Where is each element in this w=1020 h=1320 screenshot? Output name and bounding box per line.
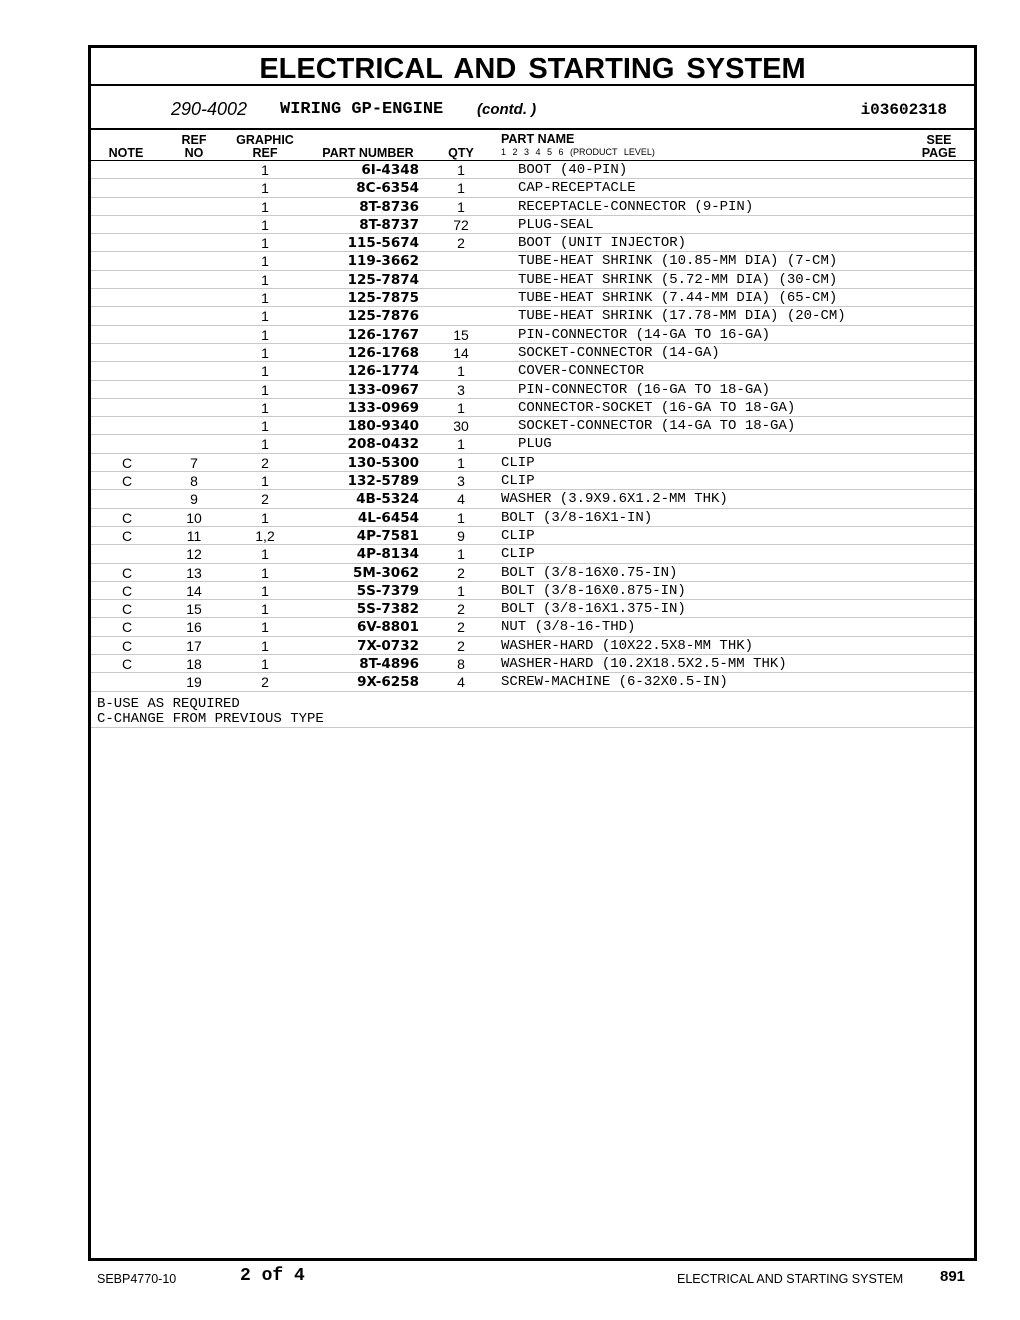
row-graphic-ref: 1 [261, 473, 269, 490]
row-qty: 2 [457, 564, 465, 581]
row-graphic-ref: 1,2 [255, 527, 275, 544]
row-graphic-ref: 1 [261, 162, 269, 178]
row-part-name: PLUG-SEAL [518, 216, 594, 233]
row-part-name: PLUG [518, 436, 552, 453]
row-graphic-ref: 1 [261, 216, 269, 233]
row-part-number: 5S-7382 [356, 601, 419, 618]
row-graphic-ref: 1 [261, 509, 269, 526]
row-graphic-ref: 2 [261, 491, 269, 508]
row-qty: 14 [453, 344, 469, 361]
group-heading [91, 86, 974, 130]
header-product-levels: 1 2 3 4 5 6 (PRODUCT LEVEL) [501, 147, 655, 157]
row-part-name: WASHER-HARD (10.2X18.5X2.5-MM THK) [501, 656, 787, 673]
row-graphic-ref: 1 [261, 253, 269, 270]
row-graphic-ref: 1 [261, 564, 269, 581]
row-part-number: 4L-6454 [357, 509, 419, 526]
row-part-name: WASHER (3.9X9.6X1.2-MM THK) [501, 491, 728, 508]
row-qty: 2 [457, 601, 465, 618]
table-row [91, 417, 974, 435]
table-row [91, 435, 974, 453]
group-name: WIRING GP-ENGINE [280, 100, 444, 119]
group-id: i03602318 [860, 101, 947, 119]
row-graphic-ref: 1 [261, 399, 269, 416]
table-row [91, 252, 974, 270]
row-part-name: CLIP [501, 473, 535, 490]
row-graphic-ref: 1 [261, 198, 269, 215]
row-qty: 1 [457, 399, 465, 416]
row-graphic-ref: 1 [261, 656, 269, 673]
row-note: C [121, 656, 133, 673]
page-footer [0, 1262, 1020, 1292]
header-see-top: SEE [926, 133, 952, 147]
table-row [91, 216, 974, 234]
footer-doc-number: SEBP4770-10 [97, 1272, 177, 1286]
row-qty: 8 [457, 656, 465, 673]
row-part-number: 5M-3062 [352, 564, 419, 581]
notes-block [91, 697, 974, 728]
row-part-number: 208-0432 [347, 436, 419, 453]
row-ref-no: 18 [186, 656, 202, 673]
header-ref-bottom: NO [184, 146, 204, 160]
row-part-number: 4P-8134 [356, 546, 419, 563]
row-qty: 4 [457, 674, 465, 691]
row-part-name: BOLT (3/8-16X0.75-IN) [501, 564, 678, 581]
row-note: C [121, 454, 133, 471]
row-qty: 1 [457, 198, 465, 215]
footer-page-number: 891 [940, 1268, 966, 1285]
row-ref-no: 8 [190, 473, 198, 490]
header-graphic-bottom: REF [252, 146, 278, 160]
row-part-name: TUBE-HEAT SHRINK (5.72-MM DIA) (30-CM) [518, 271, 838, 288]
row-graphic-ref: 2 [261, 454, 269, 471]
header-qty: QTY [448, 146, 474, 160]
table-row [91, 179, 974, 197]
row-part-name: TUBE-HEAT SHRINK (10.85-MM DIA) (7-CM) [518, 253, 838, 270]
row-part-name: CLIP [501, 546, 535, 563]
table-row [91, 509, 974, 527]
row-part-number: 125-7875 [347, 290, 419, 307]
row-qty: 3 [457, 381, 465, 398]
row-part-name: BOLT (3/8-16X1.375-IN) [501, 601, 686, 618]
table-row [91, 399, 974, 417]
row-qty: 1 [457, 546, 465, 563]
row-part-number: 126-1768 [347, 344, 419, 361]
row-part-name: BOOT (40-PIN) [518, 162, 628, 178]
row-part-number: 8T-8737 [359, 216, 419, 233]
row-note: C [121, 473, 133, 490]
row-part-number: 133-0969 [347, 399, 419, 416]
row-qty: 15 [453, 326, 469, 343]
row-note: C [121, 564, 133, 581]
row-ref-no: 15 [186, 601, 202, 618]
row-ref-no: 7 [190, 454, 198, 471]
row-graphic-ref: 1 [261, 381, 269, 398]
table-row [91, 381, 974, 399]
table-row [91, 673, 974, 691]
table-row [91, 307, 974, 325]
row-qty: 1 [457, 509, 465, 526]
row-part-name: SCREW-MACHINE (6-32X0.5-IN) [501, 674, 728, 691]
page-frame [88, 45, 977, 1261]
table-row [91, 198, 974, 216]
row-graphic-ref: 1 [261, 436, 269, 453]
table-row [91, 271, 974, 289]
table-row [91, 490, 974, 508]
row-part-name: COVER-CONNECTOR [518, 363, 645, 380]
row-ref-no: 10 [186, 509, 202, 526]
row-graphic-ref: 1 [261, 290, 269, 307]
table-row [91, 637, 974, 655]
row-qty: 72 [453, 216, 469, 233]
row-note: C [121, 637, 133, 654]
row-part-number: 4B-5324 [356, 491, 419, 508]
row-ref-no: 16 [186, 619, 202, 636]
table-header [91, 130, 974, 161]
row-part-number: 130-5300 [347, 454, 419, 471]
header-note: NOTE [108, 146, 144, 160]
group-number: 290-4002 [171, 99, 248, 119]
table-row [91, 454, 974, 472]
row-graphic-ref: 1 [261, 326, 269, 343]
row-note: C [121, 527, 133, 544]
table-row [91, 161, 974, 179]
row-part-number: 126-1774 [347, 363, 419, 380]
row-qty: 1 [457, 582, 465, 599]
footer-section: ELECTRICAL AND STARTING SYSTEM [677, 1272, 904, 1286]
row-note: C [121, 601, 133, 618]
section-title: ELECTRICAL AND STARTING SYSTEM [91, 48, 974, 86]
row-ref-no: 19 [186, 674, 202, 691]
note-line: B-USE AS REQUIRED [97, 696, 240, 712]
row-graphic-ref: 1 [261, 363, 269, 380]
footer-page-of: 2 of 4 [240, 1266, 305, 1286]
row-qty: 4 [457, 491, 465, 508]
row-part-name: RECEPTACLE-CONNECTOR (9-PIN) [518, 198, 754, 215]
row-part-number: 133-0967 [347, 381, 419, 398]
row-part-number: 8T-8736 [359, 198, 419, 215]
row-graphic-ref: 1 [261, 582, 269, 599]
header-part-number: PART NUMBER [322, 146, 414, 160]
row-ref-no: 11 [186, 527, 202, 544]
row-note: C [121, 619, 133, 636]
row-part-name: BOLT (3/8-16X1-IN) [501, 509, 653, 526]
row-qty: 1 [457, 162, 465, 178]
header-graphic-top: GRAPHIC [236, 133, 294, 147]
row-part-name: TUBE-HEAT SHRINK (7.44-MM DIA) (65-CM) [518, 290, 838, 307]
row-part-number: 9X-6258 [357, 674, 419, 691]
table-row [91, 234, 974, 252]
note-line: C-CHANGE FROM PREVIOUS TYPE [97, 711, 324, 727]
row-part-name: NUT (3/8-16-THD) [501, 619, 636, 636]
row-note: C [121, 582, 133, 599]
row-graphic-ref: 1 [261, 271, 269, 288]
row-qty: 1 [457, 180, 465, 197]
row-part-number: 132-5789 [347, 473, 419, 490]
row-part-number: 125-7874 [347, 271, 419, 288]
table-row [91, 344, 974, 362]
row-ref-no: 12 [186, 546, 202, 563]
row-ref-no: 17 [186, 637, 202, 654]
row-part-name: WASHER-HARD (10X22.5X8-MM THK) [501, 637, 754, 654]
row-part-number: 125-7876 [347, 308, 419, 325]
row-part-number: 7X-0732 [357, 637, 419, 654]
row-graphic-ref: 2 [261, 674, 269, 691]
row-qty: 2 [457, 619, 465, 636]
row-part-name: BOOT (UNIT INJECTOR) [518, 235, 687, 252]
table-row [91, 655, 974, 673]
row-part-number: 126-1767 [347, 326, 419, 343]
row-qty: 2 [457, 637, 465, 654]
row-graphic-ref: 1 [261, 180, 269, 197]
row-qty: 1 [457, 436, 465, 453]
row-part-name: CONNECTOR-SOCKET (16-GA TO 18-GA) [518, 399, 796, 416]
row-qty: 30 [453, 418, 469, 435]
table-row [91, 564, 974, 582]
row-ref-no: 13 [186, 564, 202, 581]
parts-table [91, 161, 974, 692]
row-graphic-ref: 1 [261, 235, 269, 252]
row-part-number: 8C-6354 [356, 180, 419, 197]
row-graphic-ref: 1 [261, 308, 269, 325]
row-graphic-ref: 1 [261, 601, 269, 618]
row-part-number: 119-3662 [347, 253, 419, 270]
table-row [91, 527, 974, 545]
row-note: C [121, 509, 133, 526]
row-graphic-ref: 1 [261, 344, 269, 361]
row-part-name: PIN-CONNECTOR (16-GA TO 18-GA) [518, 381, 771, 398]
table-row [91, 600, 974, 618]
row-part-name: SOCKET-CONNECTOR (14-GA) [518, 344, 720, 361]
row-part-name: BOLT (3/8-16X0.875-IN) [501, 582, 686, 599]
row-graphic-ref: 1 [261, 546, 269, 563]
header-part-name: PART NAME [501, 132, 575, 146]
row-part-name: PIN-CONNECTOR (14-GA TO 16-GA) [518, 326, 771, 343]
row-qty: 3 [457, 473, 465, 490]
row-part-number: 6V-8801 [356, 619, 419, 636]
group-continued: (contd. ) [477, 101, 537, 118]
row-part-number: 180-9340 [347, 418, 419, 435]
row-part-number: 6I-4348 [361, 162, 419, 178]
row-ref-no: 9 [190, 491, 198, 508]
row-qty: 1 [457, 363, 465, 380]
row-part-name: SOCKET-CONNECTOR (14-GA TO 18-GA) [518, 418, 796, 435]
row-part-name: TUBE-HEAT SHRINK (17.78-MM DIA) (20-CM) [518, 308, 846, 325]
table-row [91, 362, 974, 380]
row-part-number: 8T-4896 [359, 656, 419, 673]
row-part-number: 4P-7581 [356, 527, 419, 544]
table-row [91, 582, 974, 600]
header-ref-top: REF [181, 133, 207, 147]
row-part-name: CLIP [501, 454, 535, 471]
table-row [91, 326, 974, 344]
row-graphic-ref: 1 [261, 619, 269, 636]
row-part-name: CLIP [501, 527, 535, 544]
row-qty: 9 [457, 527, 465, 544]
row-graphic-ref: 1 [261, 637, 269, 654]
row-qty: 2 [457, 235, 465, 252]
table-row [91, 472, 974, 490]
row-qty: 1 [457, 454, 465, 471]
table-row [91, 618, 974, 636]
row-part-number: 115-5674 [347, 235, 419, 252]
header-see-bottom: PAGE [921, 146, 957, 160]
row-graphic-ref: 1 [261, 418, 269, 435]
table-row [91, 289, 974, 307]
table-row [91, 545, 974, 563]
row-part-name: CAP-RECEPTACLE [518, 180, 636, 197]
row-ref-no: 14 [186, 582, 202, 599]
row-part-number: 5S-7379 [356, 582, 419, 599]
